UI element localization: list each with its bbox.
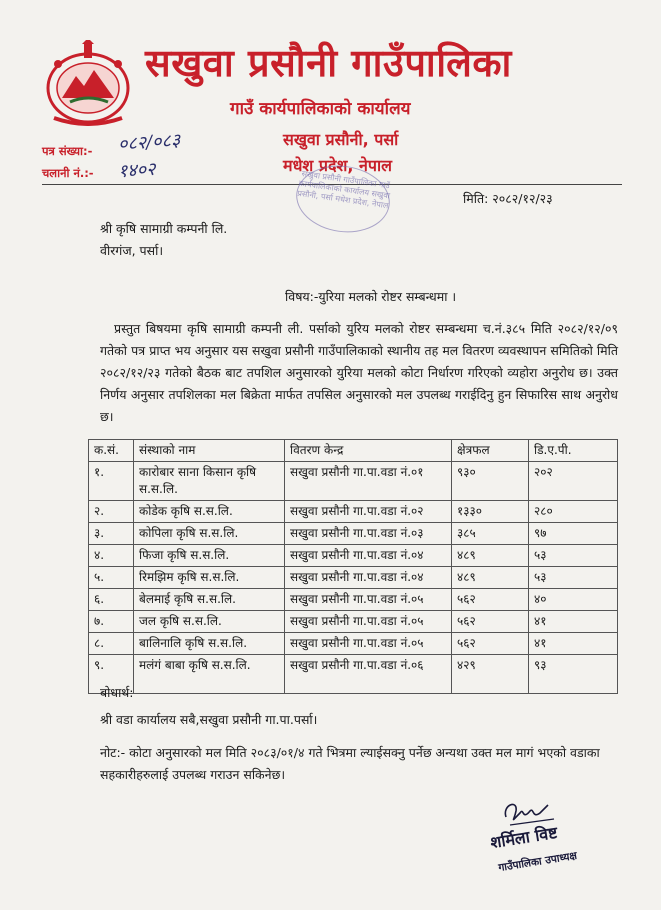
office-address-line2: मधेश प्रदेश, नेपाल bbox=[283, 156, 392, 175]
cell-distribution: सखुवा प्रसौनी गा.पा.वडा नं.०३ bbox=[285, 523, 452, 545]
table-row bbox=[89, 611, 618, 633]
cell-sn: १. bbox=[89, 462, 134, 501]
table-row bbox=[89, 462, 618, 501]
table-row bbox=[89, 501, 618, 523]
cell-sn: ३. bbox=[89, 523, 134, 545]
header-cell-distribution: वितरण केन्द्र bbox=[285, 440, 452, 462]
cell-distribution: सखुवा प्रसौनी गा.पा.वडा नं.०१ bbox=[285, 462, 452, 501]
dispatch-number-label: चलानी नं.:- bbox=[42, 166, 94, 180]
letter-subject: विषय:-युरिया मलको रोष्टर सम्बन्धमा । bbox=[285, 289, 457, 304]
cell-dap: ९७ bbox=[529, 523, 618, 545]
cell-sn: ६. bbox=[89, 589, 134, 611]
table-row bbox=[89, 655, 618, 694]
cell-dap: २८० bbox=[529, 501, 618, 523]
cell-area: ५६२ bbox=[452, 611, 529, 633]
cell-sn: ५. bbox=[89, 567, 134, 589]
cell-area: ३८५ bbox=[452, 523, 529, 545]
table-row bbox=[89, 567, 618, 589]
cell-name: कारोबार साना किसान कृषि स.स.लि. bbox=[134, 462, 285, 501]
cell-distribution: सखुवा प्रसौनी गा.पा.वडा नं.०५ bbox=[285, 611, 452, 633]
cell-distribution: सखुवा प्रसौनी गा.पा.वडा नं.०४ bbox=[285, 567, 452, 589]
cell-area: ५६२ bbox=[452, 633, 529, 655]
urea-roster-table bbox=[88, 439, 618, 694]
signer-name: शर्मिला विष्ट bbox=[489, 822, 559, 853]
office-name: सखुवा प्रसौनी गाउँपालिका bbox=[145, 40, 512, 85]
cell-name: बालिनालि कृषि स.स.लि. bbox=[134, 633, 285, 655]
cell-dap: ४१ bbox=[529, 633, 618, 655]
recipient-address: वीरगंज, पर्सा। bbox=[100, 243, 164, 258]
table-row bbox=[89, 523, 618, 545]
recipient-name: श्री कृषि सामाग्री कम्पनी लि. bbox=[100, 221, 228, 236]
cell-name: फिजा कृषि स.स.लि. bbox=[134, 545, 285, 567]
cell-area: ९३० bbox=[452, 462, 529, 501]
cell-name: कोपिला कृषि स.स.लि. bbox=[134, 523, 285, 545]
cell-area: ४२९ bbox=[452, 655, 529, 694]
cell-distribution: सखुवा प्रसौनी गा.पा.वडा नं.०२ bbox=[285, 501, 452, 523]
cell-dap: २०२ bbox=[529, 462, 618, 501]
cell-name: रिमझिम कृषि स.स.लि. bbox=[134, 567, 285, 589]
cell-name: जल कृषि स.स.लि. bbox=[134, 611, 285, 633]
ref-number-value: ०८२/०८३ bbox=[117, 129, 181, 156]
cell-distribution: सखुवा प्रसौनी गा.पा.वडा नं.०५ bbox=[285, 633, 452, 655]
cell-dap: ४० bbox=[529, 589, 618, 611]
cell-name: मलंगं बाबा कृषि स.स.लि. bbox=[134, 655, 285, 694]
header-cell-name: संस्थाको नाम bbox=[134, 440, 285, 462]
letter-body-paragraph: प्रस्तुत बिषयमा कृषि सामाग्री कम्पनी ली. पर्साको युरिय मलको रोष्टर सम्बन्धमा च.नं.३८५ मिति २०८२/१२/०९ गतेको पत्र प्राप्त भय अनुसार यस सखुवा प्रसौनी गाउँपालिकाको स्थानीय तह मल वितरण व्यवस्थापन समितिको मिति २०८२/१२/२३ गतेको बैठक बाट तपशिल अनुसारको युरिया मलको कोटा निर्धारण गरिएको व्यहोरा अनुरोध छ। उक्त निर्णय अनुसार तपशिलका मल बिक्रेता मार्फत तपसिल अनुसारको मल उपलब्ध गराईदिनु हुन सिफारिस साथ अनुरोध छ। bbox=[100, 321, 618, 424]
cell-distribution: सखुवा प्रसौनी गा.पा.वडा नं.०४ bbox=[285, 545, 452, 567]
table-header-row bbox=[89, 440, 618, 462]
table-row bbox=[89, 545, 618, 567]
header-cell-area: क्षेत्रफल bbox=[452, 440, 529, 462]
cell-area: १३३० bbox=[452, 501, 529, 523]
bodhartha-label: बोधार्थ: bbox=[100, 685, 134, 700]
table-row bbox=[89, 633, 618, 655]
cell-sn: ८. bbox=[89, 633, 134, 655]
nepal-emblem-icon bbox=[44, 40, 132, 126]
letter-date: मिति: २०८२/१२/२३ bbox=[463, 191, 553, 206]
cell-area: ४८९ bbox=[452, 545, 529, 567]
cell-area: ५६२ bbox=[452, 589, 529, 611]
cell-sn: २. bbox=[89, 501, 134, 523]
signer-designation: गाउँपालिका उपाध्यक्ष bbox=[497, 849, 578, 875]
cell-name: बेलमाई कृषि स.स.लि. bbox=[134, 589, 285, 611]
cell-sn: ७. bbox=[89, 611, 134, 633]
note-text: नोट:- कोटा अनुसारको मल मिति २०८३/०१/४ गते भित्रमा ल्याईसक्नु पर्नेछ अन्यथा उक्त मल मागं भएको वडाका सहकारीहरुलाई उपलब्ध गराउन सकिनेछ। bbox=[100, 745, 600, 782]
table-row bbox=[89, 589, 618, 611]
cell-name: कोडेक कृषि स.स.लि. bbox=[134, 501, 285, 523]
cell-area: ४८९ bbox=[452, 567, 529, 589]
dispatch-number-value: १४०२ bbox=[117, 158, 157, 183]
cell-distribution: सखुवा प्रसौनी गा.पा.वडा नं.०६ bbox=[285, 655, 452, 694]
cell-sn: ४. bbox=[89, 545, 134, 567]
cell-dap: ४१ bbox=[529, 611, 618, 633]
office-stamp: सखुवा प्रसौनी गाउँपालिका गाउँ कार्यपालिकाको कार्यालय सखुवा प्रसौनी, पर्सा मधेश प्रदेश, नेपाल bbox=[292, 160, 394, 238]
header-cell-dap: डि.ए.पी. bbox=[529, 440, 618, 462]
cell-dap: ९३ bbox=[529, 655, 618, 694]
cell-dap: ५३ bbox=[529, 545, 618, 567]
office-subtitle: गाउँ कार्यपालिकाको कार्यालय bbox=[230, 99, 411, 119]
copy-to-line: श्री वडा कार्यालय सबै,सखुवा प्रसौनी गा.पा.पर्सा। bbox=[100, 712, 318, 727]
header-cell-sn: क.सं. bbox=[89, 440, 134, 462]
letter-body bbox=[100, 318, 618, 428]
office-address-line1: सखुवा प्रसौनी, पर्सा bbox=[283, 130, 399, 149]
ref-number-label: पत्र संख्या:- bbox=[42, 144, 93, 158]
cell-distribution: सखुवा प्रसौनी गा.पा.वडा नं.०५ bbox=[285, 589, 452, 611]
cell-dap: ५३ bbox=[529, 567, 618, 589]
cell-sn: ९. bbox=[89, 655, 134, 694]
